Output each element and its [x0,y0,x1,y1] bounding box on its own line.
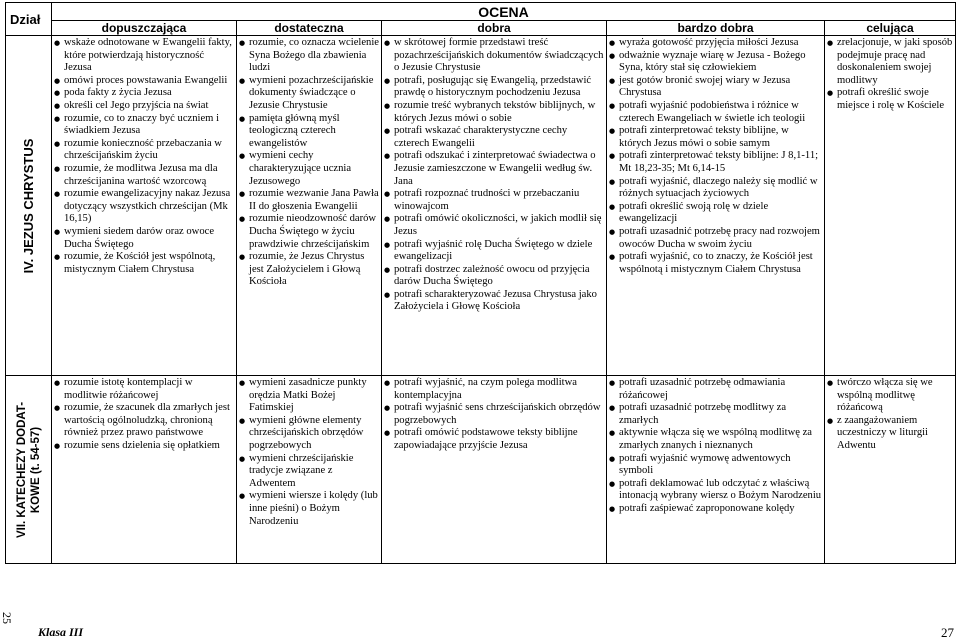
criterion-item: ● potrafi odszukać i zinterpretować świadectwa o Jezusie zamieszczone w Ewangelii według św. Jana [394,150,604,188]
criterion-item: ● rozumie, że modlitwa Jezusa ma dla chrześcijanina wartość wzorcową [64,163,234,188]
section-title-cell [6,376,52,564]
criterion-item: ● rozumie nieodzowność darów Ducha Świętego w życiu prawdziwie chrześcijańskim [249,213,379,251]
criterion-item: ● potrafi określić swoje miejsce i rolę w Kościele [837,87,953,112]
criterion-item: ● potrafi wyjaśnić podobieństwa i różnice w czterech Ewangeliach w świetle ich teologii [619,100,822,125]
criterion-item: ● omówi proces powstawania Ewangelii [64,75,234,88]
criterion-item: ● jest gotów bronić swojej wiary w Jezusa Chrystusa [619,75,822,100]
criterion-item: ● rozumie konieczność przebaczania w chrześcijańskim życiu [64,138,234,163]
criterion-item: ● potrafi określić swoją rolę w dziele ewangelizacji [619,201,822,226]
criteria-list-celujaca [825,377,955,453]
criteria-list-dopuszczajaca [52,377,236,453]
criterion-item: ● rozumie treść wybranych tekstów biblijnych, w których Jezus mówi o sobie [394,100,604,125]
criterion-item: ● potrafi wskazać charakterystyczne cechy czterech Ewangelii [394,125,604,150]
criteria-list-dostateczna [237,377,381,528]
criterion-item: ● zrelacjonuje, w jaki sposób podejmuje pracę nad doskonaleniem swojej modlitwy [837,37,953,87]
criteria-list-celujaca [825,37,955,113]
section-title-jezus: IV. JEZUS CHRYSTUS [20,138,36,273]
criterion-item: ● potrafi wyjaśnić, na czym polega modlitwa kontemplacyjna [394,377,604,402]
grade-header-dopuszczajaca: dopuszczająca [52,21,237,36]
criterion-item: ● wymieni zasadnicze punkty orędzia Matki Bożej Fatimskiej [249,377,379,415]
criterion-item: ● rozumie, co to znaczy być uczniem i świadkiem Jezusa [64,113,234,138]
criterion-item: ● określi cel Jego przyjścia na świat [64,100,234,113]
criterion-item: ● potrafi wyjaśnić, dlaczego należy się modlić w różnych sytuacjach życiowych [619,176,822,201]
criterion-item: ● potrafi wyjaśnić rolę Ducha Świętego w dziele ewangelizacji [394,239,604,264]
section-row-jezus [6,36,956,376]
section-title-line-2: KOWE (t. 54-57) [29,426,42,513]
criteria-list-bardzo-dobra [607,37,824,276]
criteria-list-dopuszczajaca [52,37,236,276]
grade-header-dostateczna: dostateczna [237,21,382,36]
criterion-item: ● potrafi wyjaśnić sens chrześcijańskich obrzędów pogrzebowych [394,402,604,427]
criterion-item: ● potrafi rozpoznać trudności w przebaczaniu winowajcom [394,188,604,213]
criteria-list-dobra [382,377,606,453]
criterion-item: ● potrafi dostrzec zależność owocu od przyjęcia darów Ducha Świętego [394,264,604,289]
section-row-katechezy [6,376,956,564]
criterion-item: ● potrafi zinterpretować teksty biblijne, w których Jezus mówi o sobie samym [619,125,822,150]
criterion-item: ● potrafi omówić okoliczności, w jakich modlił się Jezus [394,213,604,238]
side-page-number: 25 [0,612,14,624]
section-title-katechezy [15,401,43,537]
criterion-item: ● rozumie ewangelizacyjny nakaz Jezusa dotyczący wszystkich chrześcijan (Mk 16,15) [64,188,234,226]
grade-header-bardzo-dobra: bardzo dobra [607,21,825,36]
criterion-item: ● potrafi uzasadnić potrzebę modlitwy za zmarłych [619,402,822,427]
criterion-item: ● wymieni siedem darów oraz owoce Ducha Świętego [64,226,234,251]
criterion-item: ● z zaangażowaniem uczestniczy w liturgii Adwentu [837,415,953,453]
grade-header-dobra: dobra [382,21,607,36]
grade-header-celujaca: celująca [825,21,956,36]
header-dzial: Dział [6,3,52,36]
criteria-list-dostateczna [237,37,381,289]
section-title-line-1: VII. KATECHEZY DODAT- [15,401,28,538]
criteria-list-dobra [382,37,606,314]
page-number: 27 [941,625,954,640]
criterion-item: ● rozumie wezwanie Jana Pawła II do głoszenia Ewangelii [249,188,379,213]
header-ocena: OCENA [52,3,956,21]
criterion-item: ● twórczo włącza się we wspólną modlitwę różańcową [837,377,953,415]
criterion-item: ● wskaże odnotowane w Ewangelii fakty, które potwierdzają historyczność Jezusa [64,37,234,75]
criterion-item: ● rozumie sens dzielenia się opłatkiem [64,440,234,453]
criterion-item: ● odważnie wyznaje wiarę w Jezusa - Bożego Syna, który stał się człowiekiem [619,50,822,75]
criterion-item: ● wymieni wiersze i kolędy (lub inne pieśni) o Bożym Narodzeniu [249,490,379,528]
criterion-item: ● potrafi uzasadnić potrzebę pracy nad rozwojem owoców Ducha w swoim życiu [619,226,822,251]
criterion-item: ● rozumie, że Kościół jest wspólnotą, mistycznym Ciałem Chrystusa [64,251,234,276]
class-label: Klasa III [38,625,84,639]
criterion-item: ● wymieni główne elementy chrześcijańskich obrzędów pogrzebowych [249,415,379,453]
criterion-item: ● potrafi uzasadnić potrzebę odmawiania różańcowej [619,377,822,402]
grading-table [5,2,956,564]
criterion-item: ● potrafi omówić podstawowe teksty biblijne zapowiadające przyjście Jezusa [394,427,604,452]
criterion-item: ● wymieni chrześcijańskie tradycje związane z Adwentem [249,453,379,491]
criterion-item: ● rozumie istotę kontemplacji w modlitwie różańcowej [64,377,234,402]
criteria-list-bardzo-dobra [607,377,824,516]
criterion-item: ● rozumie, co oznacza wcielenie Syna Bożego dla zbawienia ludzi [249,37,379,75]
criterion-item: ● potrafi scharakteryzować Jezusa Chrystusa jako Założyciela i Głowę Kościoła [394,289,604,314]
criterion-item: ● wyraża gotowość przyjęcia miłości Jezusa [619,37,822,50]
criterion-item: ● wymieni pozachrześcijańskie dokumenty świadczące o Jezusie Chrystusie [249,75,379,113]
criterion-item: ● potrafi deklamować lub odczytać z właściwą intonacją wybrany wiersz o Bożym Narodzeniu [619,478,822,503]
criterion-item: ● potrafi, posługując się Ewangelią, przedstawić prawdę o historycznym pochodzeniu Jezusa [394,75,604,100]
criterion-item: ● rozumie, że Jezus Chrystus jest Założycielem i Głową Kościoła [249,251,379,289]
criterion-item: ● poda fakty z życia Jezusa [64,87,234,100]
criterion-item: ● w skrótowej formie przedstawi treść pozachrześcijańskich dokumentów świadczących o Jezusie Chrystusie [394,37,604,75]
criterion-item: ● wymieni cechy charakteryzujące ucznia Jezusowego [249,150,379,188]
criterion-item: ● pamięta główną myśl teologiczną czterech ewangelistów [249,113,379,151]
criterion-item: ● potrafi wyjaśnić wymowę adwentowych symboli [619,453,822,478]
criterion-item: ● potrafi zaśpiewać zaproponowane kolędy [619,503,822,516]
criterion-item: ● potrafi zinterpretować teksty biblijne: J 8,1-11; Mt 18,23-35; Mt 6,14-15 [619,150,822,175]
criterion-item: ● potrafi wyjaśnić, co to znaczy, że Kościół jest wspólnotą i mistycznym Ciałem Chrystusa [619,251,822,276]
criterion-item: ● rozumie, że szacunek dla zmarłych jest wartością ogólnoludzką, chronioną również przez prawo państwowe [64,402,234,440]
section-title-cell [6,36,52,376]
criterion-item: ● aktywnie włącza się we wspólną modlitwę za zmarłych znanych i nieznanych [619,427,822,452]
